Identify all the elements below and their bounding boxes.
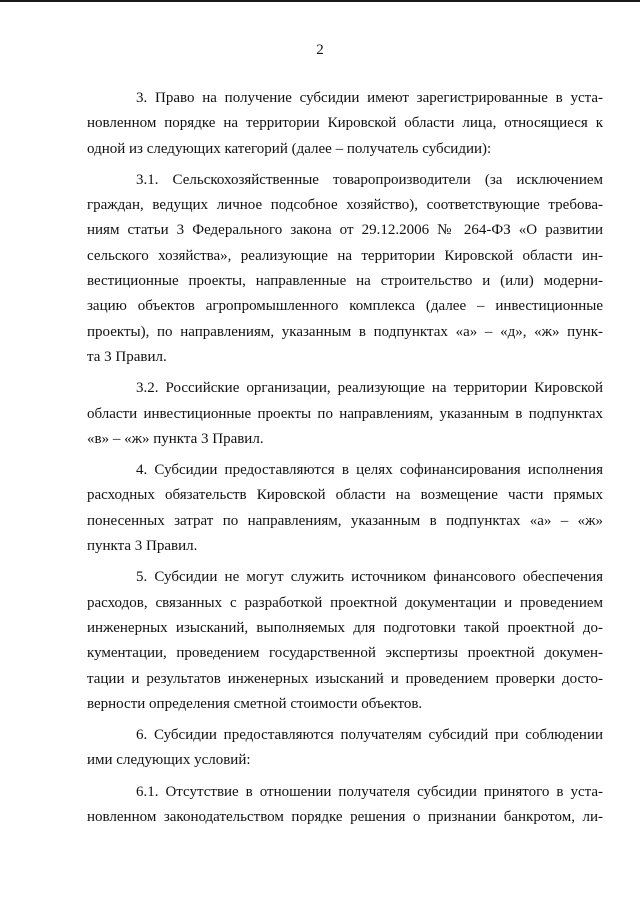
text-line: вестиционные проекты, направленные на строительство и (или) модерни- [87,273,603,290]
text-line: 3. Право на получение субсидии имеют зарегистрированные в уста- [136,90,603,106]
text-line: расходных обязательств Кировской области на возмещение части прямых [87,487,603,504]
text-line: верности определения сметной стоимости объектов. [87,695,423,712]
text-line: граждан, ведущих личное подсобное хозяйство), соответствующие требова- [87,197,603,214]
text-line: области инвестиционные проекты по направлениям, указанным в подпунктах [87,405,603,422]
text-line: 3.1. Сельскохозяйственные товаропроизводители (за исключением [136,171,603,188]
text-line: ниям статьи 3 Федерального закона от 29.12.2006 № 264-ФЗ «О развитии [87,222,603,239]
text-line: 6. Субсидии предоставляются получателям субсидий при соблюдении [136,727,603,744]
paragraph-p4 [87,458,603,559]
text-line: пункта 3 Правил. [87,538,198,555]
text-line: расходов, связанных с разработкой проектной документации и проведением [87,594,603,611]
text-line: инженерных изысканий, выполняемых для подготовки такой проектной до- [87,619,603,636]
text-line: зацию объектов агропромышленного комплекса (далее – инвестиционные [87,298,603,315]
paragraph-p3-1 [87,168,603,370]
text-line: 4. Субсидии предоставляются в целях софинансирования исполнения [136,462,603,479]
document-body [87,86,603,830]
top-border-line [0,0,640,2]
text-line: проекты), по направлениям, указанным в подпунктах «а» – «д», «ж» пунк- [87,323,603,340]
text-line: понесенных затрат по направлениям, указанным в подпунктах «а» – «ж» [87,512,603,529]
paragraph-p6 [87,723,603,774]
text-line: тации и результатов инженерных изысканий и проведением проверки досто- [87,670,603,687]
text-line: «в» – «ж» пункта 3 Правил. [87,430,264,447]
paragraph-p3-2 [87,376,603,452]
text-line: сельского хозяйства», реализующие на территории Кировской области ин- [87,247,603,264]
text-line: новленном законодательством порядке решения о признании банкротом, ли- [87,809,603,826]
text-line: кументации, проведением государственной экспертизы проектной докумен- [87,645,603,662]
text-line: 5. Субсидии не могут служить источником финансового обеспечения [136,569,603,586]
text-line: новленном порядке на территории Кировской области лица, относящиеся к [87,115,603,132]
text-line: та 3 Правил. [87,348,167,365]
text-line: 3.2. Российские организации, реализующие на территории Кировской [136,380,603,397]
paragraph-p3 [87,86,603,162]
page-number: 2 [316,42,324,58]
text-line: одной из следующих категорий (далее – получатель субсидии): [87,140,492,157]
paragraph-p5 [87,565,603,717]
paragraph-p6-1 [87,780,603,831]
text-line: 6.1. Отсутствие в отношении получателя субсидии принятого в уста- [136,783,603,800]
text-line: ими следующих условий: [87,752,251,769]
